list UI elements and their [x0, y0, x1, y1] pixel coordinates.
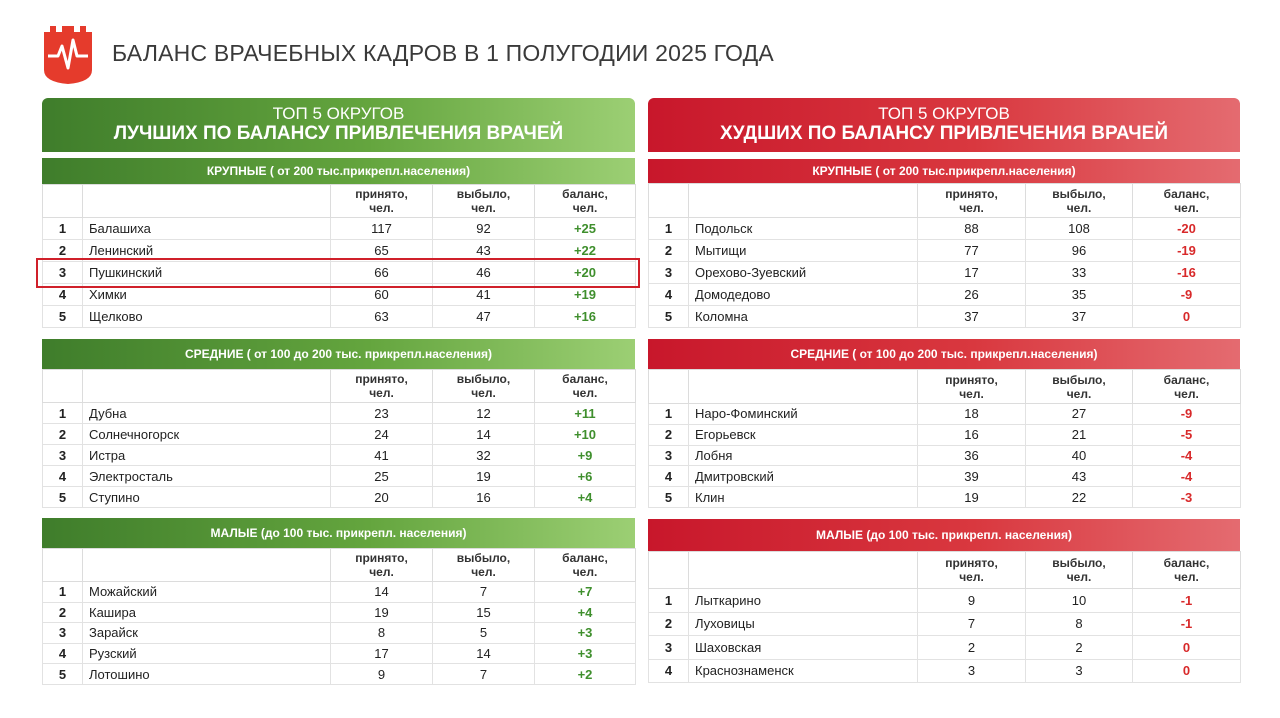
- best-header-line2: ЛУЧШИХ ПО БАЛАНСУ ПРИВЛЕЧЕНИЯ ВРАЧЕЙ: [113, 123, 564, 144]
- balance-cell: +22: [535, 240, 636, 262]
- rank-cell: 2: [649, 424, 689, 445]
- accepted-cell: 88: [918, 218, 1026, 240]
- left-cell: 96: [1026, 240, 1133, 262]
- table-row: [43, 424, 636, 445]
- left-cell: 27: [1026, 404, 1133, 425]
- left-cell: 8: [1026, 612, 1133, 636]
- district-name-cell: Луховицы: [689, 612, 918, 636]
- districts-table: [42, 184, 636, 328]
- balance-cell: +7: [535, 582, 636, 603]
- rank-cell: 1: [649, 589, 689, 613]
- column-header-balance: баланс, чел.: [1133, 370, 1241, 404]
- district-name-cell: Подольск: [689, 218, 918, 240]
- worst-header: [648, 98, 1240, 152]
- rank-cell: 1: [649, 218, 689, 240]
- left-cell: 5: [433, 623, 535, 644]
- balance-cell: +6: [535, 466, 636, 487]
- column-header-empty: [689, 184, 918, 218]
- left-cell: 40: [1026, 445, 1133, 466]
- accepted-cell: 24: [331, 424, 433, 445]
- balance-cell: +20: [535, 262, 636, 284]
- balance-cell: +9: [535, 445, 636, 466]
- rank-cell: 2: [43, 602, 83, 623]
- worst-section-2: [648, 339, 1240, 508]
- rank-cell: 2: [649, 612, 689, 636]
- column-header-empty: [83, 185, 331, 218]
- rank-cell: 4: [649, 659, 689, 683]
- column-header-balance: баланс, чел.: [535, 185, 636, 218]
- column-header-empty: [83, 549, 331, 582]
- accepted-cell: 25: [331, 466, 433, 487]
- districts-table: [648, 369, 1241, 508]
- accepted-cell: 19: [331, 602, 433, 623]
- accepted-cell: 18: [918, 404, 1026, 425]
- rank-cell: 2: [43, 424, 83, 445]
- districts-table: [648, 551, 1241, 683]
- table-row: [649, 262, 1241, 284]
- balance-cell: +3: [535, 643, 636, 664]
- left-cell: 35: [1026, 284, 1133, 306]
- accepted-cell: 23: [331, 403, 433, 424]
- left-cell: 3: [1026, 659, 1133, 683]
- balance-cell: -19: [1133, 240, 1241, 262]
- accepted-cell: 9: [331, 664, 433, 685]
- accepted-cell: 66: [331, 262, 433, 284]
- district-name-cell: Мытищи: [689, 240, 918, 262]
- balance-cell: +4: [535, 487, 636, 508]
- table-row: [649, 404, 1241, 425]
- table-header-row: [43, 185, 636, 218]
- rank-cell: 5: [649, 487, 689, 508]
- table-row: [649, 589, 1241, 613]
- worst-header-line1: ТОП 5 ОКРУГОВ: [878, 104, 1010, 123]
- left-cell: 12: [433, 403, 535, 424]
- accepted-cell: 9: [918, 589, 1026, 613]
- table-row: [649, 284, 1241, 306]
- district-name-cell: Клин: [689, 487, 918, 508]
- column-header-left: выбыло, чел.: [1026, 370, 1133, 404]
- table-row: [43, 445, 636, 466]
- balance-cell: +2: [535, 664, 636, 685]
- column-header-accepted: принято, чел.: [331, 370, 433, 403]
- district-name-cell: Домодедово: [689, 284, 918, 306]
- accepted-cell: 17: [331, 643, 433, 664]
- balance-cell: -20: [1133, 218, 1241, 240]
- accepted-cell: 60: [331, 284, 433, 306]
- accepted-cell: 26: [918, 284, 1026, 306]
- left-cell: 43: [1026, 466, 1133, 487]
- table-row: [43, 602, 636, 623]
- column-header-balance: баланс, чел.: [535, 370, 636, 403]
- table-row: [43, 664, 636, 685]
- left-cell: 41: [433, 284, 535, 306]
- best-section-2: [42, 339, 635, 508]
- table-row: [649, 612, 1241, 636]
- balance-cell: +10: [535, 424, 636, 445]
- balance-cell: 0: [1133, 306, 1241, 328]
- table-row: [649, 240, 1241, 262]
- left-cell: 2: [1026, 636, 1133, 660]
- table-row: [649, 218, 1241, 240]
- district-name-cell: Балашиха: [83, 218, 331, 240]
- best-section-1: [42, 158, 635, 328]
- best-header-line1: ТОП 5 ОКРУГОВ: [272, 104, 405, 123]
- district-name-cell: Шаховская: [689, 636, 918, 660]
- balance-cell: -9: [1133, 404, 1241, 425]
- left-cell: 16: [433, 487, 535, 508]
- section-title: СРЕДНИЕ ( от 100 до 200 тыс. прикрепл.населения): [42, 339, 635, 369]
- table-row: [43, 262, 636, 284]
- balance-cell: +4: [535, 602, 636, 623]
- district-name-cell: Солнечногорск: [83, 424, 331, 445]
- district-name-cell: Рузский: [83, 643, 331, 664]
- district-name-cell: Краснознаменск: [689, 659, 918, 683]
- column-header-balance: баланс, чел.: [535, 549, 636, 582]
- column-header-empty: [83, 370, 331, 403]
- column-header-accepted: принято, чел.: [331, 185, 433, 218]
- district-name-cell: Лыткарино: [689, 589, 918, 613]
- left-cell: 22: [1026, 487, 1133, 508]
- table-row: [649, 306, 1241, 328]
- worst-section-1: [648, 159, 1240, 328]
- table-header-row: [649, 370, 1241, 404]
- districts-table: [42, 548, 636, 685]
- district-name-cell: Орехово-Зуевский: [689, 262, 918, 284]
- rank-cell: 5: [43, 306, 83, 328]
- rank-cell: 1: [43, 582, 83, 603]
- rank-cell: 4: [43, 643, 83, 664]
- accepted-cell: 16: [918, 424, 1026, 445]
- rank-cell: 4: [43, 466, 83, 487]
- table-header-row: [43, 549, 636, 582]
- left-cell: 32: [433, 445, 535, 466]
- left-cell: 33: [1026, 262, 1133, 284]
- balance-cell: +11: [535, 403, 636, 424]
- accepted-cell: 19: [918, 487, 1026, 508]
- column-header-left: выбыло, чел.: [433, 185, 535, 218]
- balance-cell: 0: [1133, 636, 1241, 660]
- column-header-left: выбыло, чел.: [433, 549, 535, 582]
- accepted-cell: 41: [331, 445, 433, 466]
- column-header-left: выбыло, чел.: [433, 370, 535, 403]
- accepted-cell: 8: [331, 623, 433, 644]
- table-row: [43, 403, 636, 424]
- district-name-cell: Зарайск: [83, 623, 331, 644]
- balance-cell: -3: [1133, 487, 1241, 508]
- district-name-cell: Дмитровский: [689, 466, 918, 487]
- accepted-cell: 39: [918, 466, 1026, 487]
- left-cell: 14: [433, 424, 535, 445]
- table-row: [43, 643, 636, 664]
- accepted-cell: 36: [918, 445, 1026, 466]
- table-row: [649, 445, 1241, 466]
- district-name-cell: Ленинский: [83, 240, 331, 262]
- rank-cell: 5: [649, 306, 689, 328]
- worst-section-3: [648, 519, 1240, 683]
- column-header-left: выбыло, чел.: [1026, 552, 1133, 589]
- district-name-cell: Кашира: [83, 602, 331, 623]
- left-cell: 92: [433, 218, 535, 240]
- section-title: МАЛЫЕ (до 100 тыс. прикрепл. населения): [42, 518, 635, 548]
- best-districts-panel: [42, 98, 635, 682]
- accepted-cell: 63: [331, 306, 433, 328]
- worst-header-line2: ХУДШИХ ПО БАЛАНСУ ПРИВЛЕЧЕНИЯ ВРАЧЕЙ: [720, 123, 1168, 144]
- district-name-cell: Дубна: [83, 403, 331, 424]
- section-title: КРУПНЫЕ ( от 200 тыс.прикрепл.населения): [42, 158, 635, 184]
- balance-cell: -4: [1133, 445, 1241, 466]
- left-cell: 15: [433, 602, 535, 623]
- balance-cell: +25: [535, 218, 636, 240]
- left-cell: 37: [1026, 306, 1133, 328]
- column-header-accepted: принято, чел.: [918, 370, 1026, 404]
- column-header-empty: [689, 370, 918, 404]
- district-name-cell: Ступино: [83, 487, 331, 508]
- district-name-cell: Пушкинский: [83, 262, 331, 284]
- rank-cell: 4: [43, 284, 83, 306]
- rank-cell: 3: [649, 636, 689, 660]
- table-row: [43, 284, 636, 306]
- column-header-empty: [689, 552, 918, 589]
- table-row: [649, 636, 1241, 660]
- district-name-cell: Истра: [83, 445, 331, 466]
- column-header-balance: баланс, чел.: [1133, 552, 1241, 589]
- district-name-cell: Можайский: [83, 582, 331, 603]
- accepted-cell: 117: [331, 218, 433, 240]
- table-row: [649, 424, 1241, 445]
- district-name-cell: Егорьевск: [689, 424, 918, 445]
- rank-cell: 3: [43, 262, 83, 284]
- accepted-cell: 14: [331, 582, 433, 603]
- table-header-row: [649, 184, 1241, 218]
- section-title: МАЛЫЕ (до 100 тыс. прикрепл. населения): [648, 519, 1240, 551]
- rank-cell: 1: [43, 403, 83, 424]
- districts-table: [42, 369, 636, 508]
- table-row: [43, 466, 636, 487]
- district-name-cell: Лотошино: [83, 664, 331, 685]
- table-row: [649, 659, 1241, 683]
- accepted-cell: 3: [918, 659, 1026, 683]
- column-header-empty: [43, 370, 83, 403]
- balance-cell: -9: [1133, 284, 1241, 306]
- rank-cell: 4: [649, 284, 689, 306]
- accepted-cell: 20: [331, 487, 433, 508]
- column-header-empty: [43, 185, 83, 218]
- column-header-empty: [649, 184, 689, 218]
- column-header-balance: баланс, чел.: [1133, 184, 1241, 218]
- table-row: [649, 466, 1241, 487]
- table-row: [43, 306, 636, 328]
- balance-cell: 0: [1133, 659, 1241, 683]
- left-cell: 19: [433, 466, 535, 487]
- balance-cell: -4: [1133, 466, 1241, 487]
- page-title: БАЛАНС ВРАЧЕБНЫХ КАДРОВ В 1 ПОЛУГОДИИ 2025 ГОДА: [112, 40, 774, 66]
- rank-cell: 3: [43, 445, 83, 466]
- balance-cell: -1: [1133, 612, 1241, 636]
- left-cell: 43: [433, 240, 535, 262]
- rank-cell: 3: [649, 262, 689, 284]
- left-cell: 108: [1026, 218, 1133, 240]
- accepted-cell: 77: [918, 240, 1026, 262]
- section-title: СРЕДНИЕ ( от 100 до 200 тыс. прикрепл.населения): [648, 339, 1240, 369]
- left-cell: 46: [433, 262, 535, 284]
- rank-cell: 2: [649, 240, 689, 262]
- district-name-cell: Щелково: [83, 306, 331, 328]
- table-row: [43, 623, 636, 644]
- table-row: [43, 582, 636, 603]
- column-header-empty: [43, 549, 83, 582]
- accepted-cell: 37: [918, 306, 1026, 328]
- accepted-cell: 65: [331, 240, 433, 262]
- district-name-cell: Лобня: [689, 445, 918, 466]
- balance-cell: -16: [1133, 262, 1241, 284]
- best-section-3: [42, 518, 635, 685]
- left-cell: 7: [433, 664, 535, 685]
- accepted-cell: 17: [918, 262, 1026, 284]
- rank-cell: 3: [649, 445, 689, 466]
- rank-cell: 2: [43, 240, 83, 262]
- rank-cell: 5: [43, 664, 83, 685]
- section-title: КРУПНЫЕ ( от 200 тыс.прикрепл.населения): [648, 159, 1240, 183]
- district-name-cell: Электросталь: [83, 466, 331, 487]
- left-cell: 21: [1026, 424, 1133, 445]
- balance-cell: +3: [535, 623, 636, 644]
- table-row: [649, 487, 1241, 508]
- left-cell: 7: [433, 582, 535, 603]
- balance-cell: -1: [1133, 589, 1241, 613]
- balance-cell: -5: [1133, 424, 1241, 445]
- rank-cell: 3: [43, 623, 83, 644]
- table-row: [43, 487, 636, 508]
- left-cell: 10: [1026, 589, 1133, 613]
- worst-districts-panel: [648, 98, 1240, 679]
- table-row: [43, 240, 636, 262]
- column-header-accepted: принято, чел.: [918, 184, 1026, 218]
- balance-cell: +19: [535, 284, 636, 306]
- column-header-accepted: принято, чел.: [918, 552, 1026, 589]
- best-header: [42, 98, 635, 152]
- column-header-left: выбыло, чел.: [1026, 184, 1133, 218]
- district-name-cell: Наро-Фоминский: [689, 404, 918, 425]
- district-name-cell: Коломна: [689, 306, 918, 328]
- accepted-cell: 7: [918, 612, 1026, 636]
- rank-cell: 1: [649, 404, 689, 425]
- district-name-cell: Химки: [83, 284, 331, 306]
- column-header-empty: [649, 370, 689, 404]
- table-row: [43, 218, 636, 240]
- table-header-row: [649, 552, 1241, 589]
- accepted-cell: 2: [918, 636, 1026, 660]
- left-cell: 47: [433, 306, 535, 328]
- heartbeat-shield-icon: [42, 24, 94, 86]
- districts-table: [648, 183, 1241, 328]
- rank-cell: 4: [649, 466, 689, 487]
- rank-cell: 1: [43, 218, 83, 240]
- balance-cell: +16: [535, 306, 636, 328]
- table-header-row: [43, 370, 636, 403]
- column-header-empty: [649, 552, 689, 589]
- column-header-accepted: принято, чел.: [331, 549, 433, 582]
- left-cell: 14: [433, 643, 535, 664]
- rank-cell: 5: [43, 487, 83, 508]
